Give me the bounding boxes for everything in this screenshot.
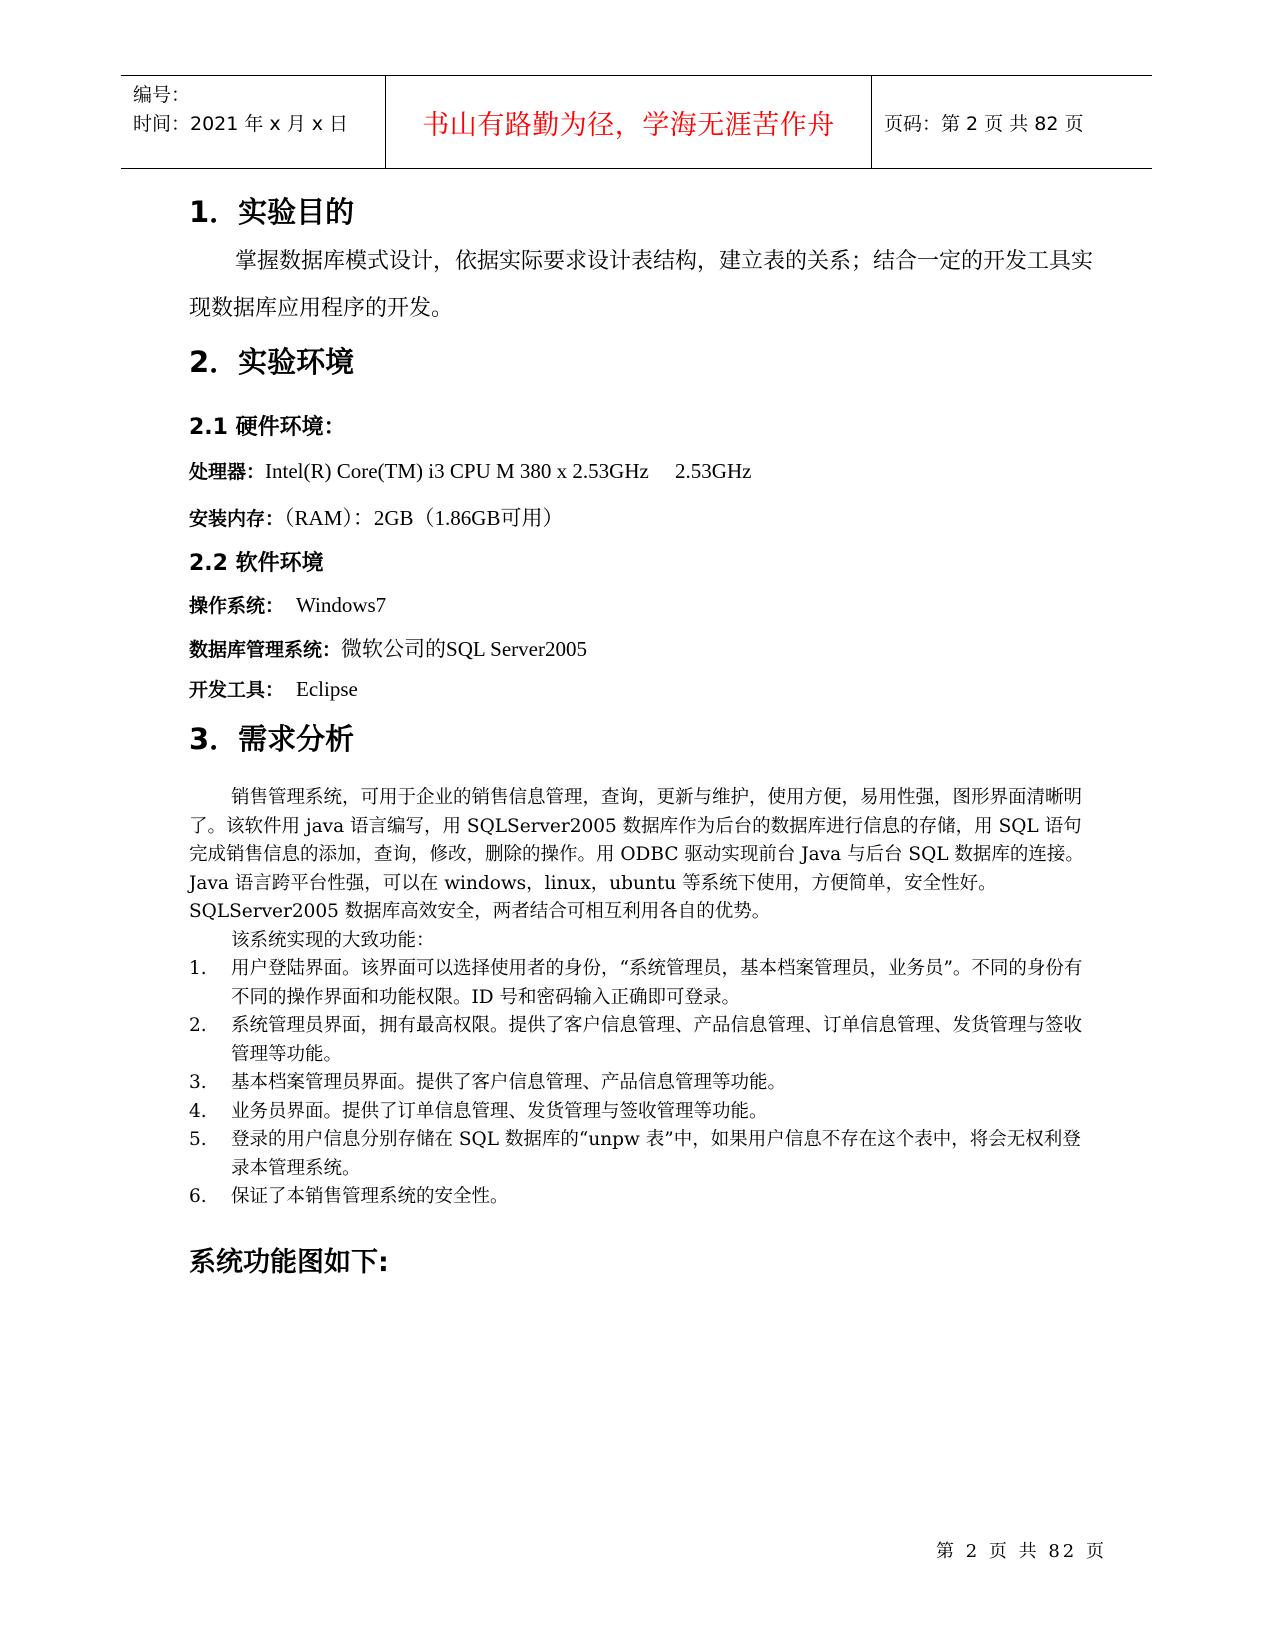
- ram-row: [189, 502, 563, 532]
- dbms-row: [189, 633, 587, 663]
- section-1-title: 1．实验目的: [189, 195, 355, 229]
- dbms-value: 微软公司的SQL Server2005: [341, 637, 587, 661]
- diagram-caption: 系统功能图如下:: [189, 1247, 389, 1278]
- page-header: [121, 75, 1152, 169]
- page-footer: 第 2 页 共 82 页: [936, 1541, 1107, 1562]
- list-item-number: 4.: [189, 1100, 207, 1122]
- ram-value: （RAM）：2GB（1.86GB可用）: [284, 506, 564, 530]
- section-2-2-title: 2.2 软件环境: [189, 551, 324, 576]
- tool-row: [189, 675, 358, 702]
- list-item-text: 保证了本销售管理系统的安全性。: [231, 1186, 509, 1207]
- tool-value: Eclipse: [296, 677, 358, 701]
- list-item: [189, 955, 1089, 1012]
- document-number-label: 编号：: [133, 84, 191, 106]
- header-page-cell: [872, 76, 1152, 168]
- section-3-paragraph: 销售管理系统，可用于企业的销售信息管理，查询，更新与维护，使用方便，易用性强，图形界面清晰明了。该软件用 java 语言编写，用 SQLServer2005 数据库作为后台的数据库进行信息的存储，用 SQL 语句完成销售信息的添加，查询，修改，删除的操作。用 ODBC 驱动实现前台 Java 与后台 SQL 数据库的连接。Java 语言跨平台性强，可以在 windows，linux，ubuntu 等系统下使用，方便简单，安全性好。SQLServer2005 数据库高效安全，两者结合可相互利用各自的优势。: [189, 787, 1084, 922]
- list-item: [189, 1012, 1089, 1069]
- list-item-number: 3.: [189, 1072, 207, 1093]
- dbms-label: 数据库管理系统：: [189, 639, 342, 661]
- os-value: Windows7: [296, 593, 387, 617]
- list-item: [189, 1069, 1089, 1098]
- cpu-label: 处理器：: [189, 461, 266, 483]
- header-motto: 书山有路勤为径，学海无涯苦作舟: [422, 109, 835, 141]
- section-2-title: 2．实验环境: [189, 345, 355, 379]
- list-item-text: 用户登陆界面。该界面可以选择使用者的身份，“系统管理员，基本档案管理员，业务员”。不同的身份有不同的操作界面和功能权限。ID 号和密码输入正确即可登录。: [231, 958, 1083, 1008]
- ram-label: 安装内存：: [189, 508, 285, 530]
- section-3-body: [189, 784, 1089, 1212]
- cpu-row: [189, 457, 751, 484]
- list-item: [189, 1126, 1089, 1183]
- tool-label: 开发工具：: [189, 679, 285, 701]
- section-3-intro: 该系统实现的大致功能：: [231, 929, 435, 951]
- os-label: 操作系统：: [189, 595, 285, 617]
- list-item-number: 5.: [189, 1129, 207, 1150]
- header-motto-cell: [386, 76, 872, 168]
- list-item-number: 1.: [189, 958, 207, 979]
- list-item-text: 系统管理员界面，拥有最高权限。提供了客户信息管理、产品信息管理、订单信息管理、发货管理与签收管理等功能。: [231, 1015, 1083, 1065]
- list-item-text: 登录的用户信息分别存储在 SQL 数据库的“unpw 表”中，如果用户信息不存在这个表中，将会无权利登录本管理系统。: [231, 1129, 1081, 1179]
- list-item: [189, 1183, 1089, 1212]
- document-time-label: 时间：2021 年 x 月 x 日: [133, 113, 349, 135]
- os-row: [189, 591, 386, 618]
- section-2-1-title: 2.1 硬件环境：: [189, 415, 346, 440]
- feature-list: [189, 955, 1089, 1212]
- list-item-number: 2.: [189, 1015, 207, 1036]
- list-item: [189, 1098, 1089, 1127]
- list-item-text: 基本档案管理员界面。提供了客户信息管理、产品信息管理等功能。: [231, 1072, 787, 1093]
- list-item-number: 6.: [189, 1186, 207, 1207]
- section-1-paragraph: 掌握数据库模式设计，依据实际要求设计表结构，建立表的关系；结合一定的开发工具实现数据库应用程序的开发。: [189, 249, 1094, 321]
- section-3-title: 3．需求分析: [189, 722, 355, 756]
- header-left-cell: [121, 76, 386, 168]
- header-page-info: 页码：第 2 页 共 82 页: [884, 112, 1084, 135]
- cpu-value: Intel(R) Core(TM) i3 CPU M 380 x 2.53GHz 2.53GHz: [265, 459, 752, 483]
- list-item-text: 业务员界面。提供了订单信息管理、发货管理与签收管理等功能。: [231, 1100, 768, 1122]
